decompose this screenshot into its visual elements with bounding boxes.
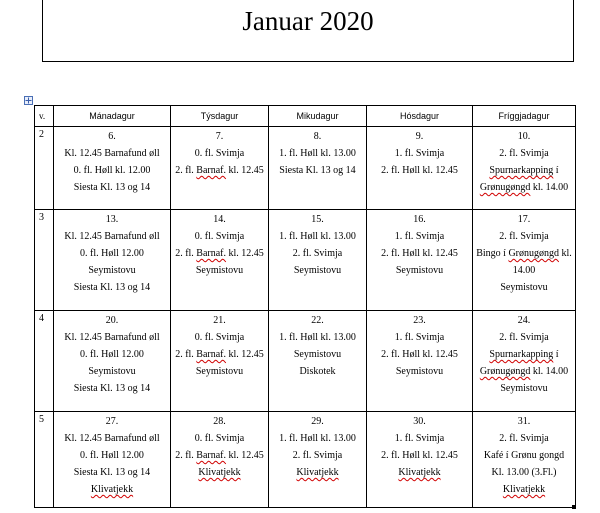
event-line: Kl. 12.45 Barnafund øll <box>64 433 160 444</box>
event-line: Seymistovu <box>195 366 244 377</box>
event-line: Kl. 12.45 Barnafund øll <box>64 231 160 242</box>
event-line: Diskotek <box>299 366 336 377</box>
event-line: 2. fl. Høll kl. 12.45 <box>381 349 458 360</box>
event-line: Kl. 13.00 (3.Fl.) <box>491 467 557 478</box>
week-number: 3 <box>35 210 54 311</box>
day-date: 8. <box>313 131 322 142</box>
event-line: Seymistovu <box>88 265 136 276</box>
calendar-table <box>34 105 576 508</box>
day-date: 23. <box>413 315 426 326</box>
day-cell-tuesday[interactable] <box>171 311 269 412</box>
event-line: Spurnarkapping í <box>489 165 559 176</box>
event-line: 2. fl. Svimja <box>499 148 549 159</box>
header-row <box>35 106 576 127</box>
column-header-wednesday: Mikudagur <box>269 106 367 127</box>
day-date: 24. <box>517 315 531 326</box>
day-cell-wednesday[interactable] <box>269 412 367 508</box>
column-header-thursday: Hósdagur <box>367 106 473 127</box>
event-line: Grønugøngd kl. 14.00 <box>479 366 569 377</box>
day-date: 7. <box>215 131 224 142</box>
event-line: 2. fl. Svimja <box>292 248 343 259</box>
day-cell-thursday[interactable] <box>367 412 473 508</box>
event-line: 0. fl. Høll 12.00 <box>80 349 144 360</box>
day-cell-monday[interactable] <box>54 311 171 412</box>
event-line: 2. fl. Svimja <box>499 433 549 444</box>
day-date: 28. <box>213 416 226 427</box>
day-cell-friday[interactable] <box>473 311 576 412</box>
day-cell-friday[interactable] <box>473 412 576 508</box>
event-line: 2. fl. Barnaf. kl. 12.45 <box>175 450 264 461</box>
event-line: 1. fl. Svimja <box>394 433 445 444</box>
event-line: Grønugøngd kl. 14.00 <box>479 182 569 193</box>
event-line: 0. fl. Svimja <box>194 148 245 159</box>
event-line: Seymistovu <box>293 349 342 360</box>
column-header-tuesday: Týsdagur <box>171 106 269 127</box>
column-header-monday: Mánadagur <box>54 106 171 127</box>
event-line: Kl. 12.45 Barnafund øll <box>64 148 160 159</box>
day-cell-thursday[interactable] <box>367 311 473 412</box>
day-cell-tuesday[interactable] <box>171 127 269 210</box>
event-line: Kafé í Grønu gongd <box>483 450 565 461</box>
week-number: 5 <box>35 412 54 508</box>
week-row <box>35 127 576 210</box>
event-line: Seymistovu <box>293 265 342 276</box>
day-date: 22. <box>311 315 324 326</box>
day-cell-friday[interactable] <box>473 210 576 311</box>
event-line: Kl. 12.45 Barnafund øll <box>64 332 160 343</box>
day-date: 13. <box>105 214 119 225</box>
day-date: 31. <box>517 416 531 427</box>
event-line: 2. fl. Svimja <box>292 450 343 461</box>
day-date: 10. <box>517 131 531 142</box>
event-line: Seymistovu <box>195 265 244 276</box>
event-line: Seymistovu <box>88 366 136 377</box>
event-line: 0. fl. Høll 12.00 <box>80 450 144 461</box>
event-line: 2. fl. Høll kl. 12.45 <box>381 165 458 176</box>
event-line: Seymistovu <box>395 265 444 276</box>
event-line: 1. fl. Høll kl. 13.00 <box>279 231 356 242</box>
table-move-handle-icon[interactable] <box>24 96 33 105</box>
column-header-week: v. <box>35 106 54 127</box>
event-line: Klivatjekk <box>198 467 241 478</box>
day-cell-thursday[interactable] <box>367 127 473 210</box>
event-line: 1. fl. Høll kl. 13.00 <box>279 148 356 159</box>
event-line: 0. fl. Svimja <box>194 332 245 343</box>
event-line: 2. fl. Svimja <box>499 332 549 343</box>
event-line: 1. fl. Svimja <box>394 332 445 343</box>
event-line: 1. fl. Svimja <box>394 148 445 159</box>
day-date: 20. <box>105 315 119 326</box>
week-row <box>35 412 576 508</box>
event-line: Spurnarkapping í <box>489 349 559 360</box>
day-date: 27. <box>105 416 119 427</box>
event-line: Seymistovu <box>500 282 548 293</box>
day-cell-tuesday[interactable] <box>171 412 269 508</box>
event-line: Klivatjekk <box>90 484 134 495</box>
event-line: 2. fl. Svimja <box>499 231 549 242</box>
event-line: 0. fl. Svimja <box>194 433 245 444</box>
event-line: 0. fl. Svimja <box>194 231 245 242</box>
day-date: 21. <box>213 315 226 326</box>
day-cell-monday[interactable] <box>54 412 171 508</box>
week-number: 4 <box>35 311 54 412</box>
day-cell-tuesday[interactable] <box>171 210 269 311</box>
week-row <box>35 311 576 412</box>
event-line: 1. fl. Svimja <box>394 231 445 242</box>
event-line: 0. fl. Høll kl. 12.00 <box>73 165 151 176</box>
page-title: Januar 2020 <box>242 6 374 36</box>
column-header-friday: Fríggjadagur <box>473 106 576 127</box>
event-line: 2. fl. Barnaf. kl. 12.45 <box>175 349 264 360</box>
event-line: Siesta Kl. 13 og 14 <box>73 383 151 394</box>
day-date: 16. <box>413 214 426 225</box>
event-line: Klivatjekk <box>398 467 441 478</box>
page-end-mark <box>572 505 576 509</box>
day-cell-wednesday[interactable] <box>269 311 367 412</box>
event-line: 14.00 <box>512 265 536 276</box>
day-date: 17. <box>517 214 531 225</box>
event-line: 2. fl. Barnaf. kl. 12.45 <box>175 248 264 259</box>
event-line: 1. fl. Høll kl. 13.00 <box>279 433 356 444</box>
day-cell-wednesday[interactable] <box>269 127 367 210</box>
week-number: 2 <box>35 127 54 210</box>
event-line: Klivatjekk <box>502 484 546 495</box>
event-line: 2. fl. Barnaf. kl. 12.45 <box>175 165 264 176</box>
day-cell-thursday[interactable] <box>367 210 473 311</box>
week-row <box>35 210 576 311</box>
day-date: 9. <box>415 131 424 142</box>
day-date: 30. <box>413 416 426 427</box>
day-date: 6. <box>108 131 116 142</box>
day-date: 14. <box>213 214 226 225</box>
event-line: Bingo í Grønugøngd kl. <box>476 248 572 259</box>
day-cell-monday[interactable] <box>54 210 171 311</box>
event-line: Siesta Kl. 13 og 14 <box>73 282 151 293</box>
event-line: 0. fl. Høll 12.00 <box>80 248 144 259</box>
event-line: Klivatjekk <box>296 467 339 478</box>
event-line: 1. fl. Høll kl. 13.00 <box>279 332 356 343</box>
day-cell-monday[interactable] <box>54 127 171 210</box>
day-date: 15. <box>311 214 324 225</box>
day-cell-wednesday[interactable] <box>269 210 367 311</box>
event-line: 2. fl. Høll kl. 12.45 <box>381 248 458 259</box>
event-line: Seymistovu <box>395 366 444 377</box>
title-box <box>42 0 574 62</box>
day-date: 29. <box>311 416 324 427</box>
event-line: Siesta Kl. 13 og 14 <box>73 467 151 478</box>
event-line: Seymistovu <box>500 383 548 394</box>
event-line: Siesta Kl. 13 og 14 <box>279 165 356 176</box>
event-line: 2. fl. Høll kl. 12.45 <box>381 450 458 461</box>
event-line: Siesta Kl. 13 og 14 <box>73 182 151 193</box>
day-cell-friday[interactable] <box>473 127 576 210</box>
